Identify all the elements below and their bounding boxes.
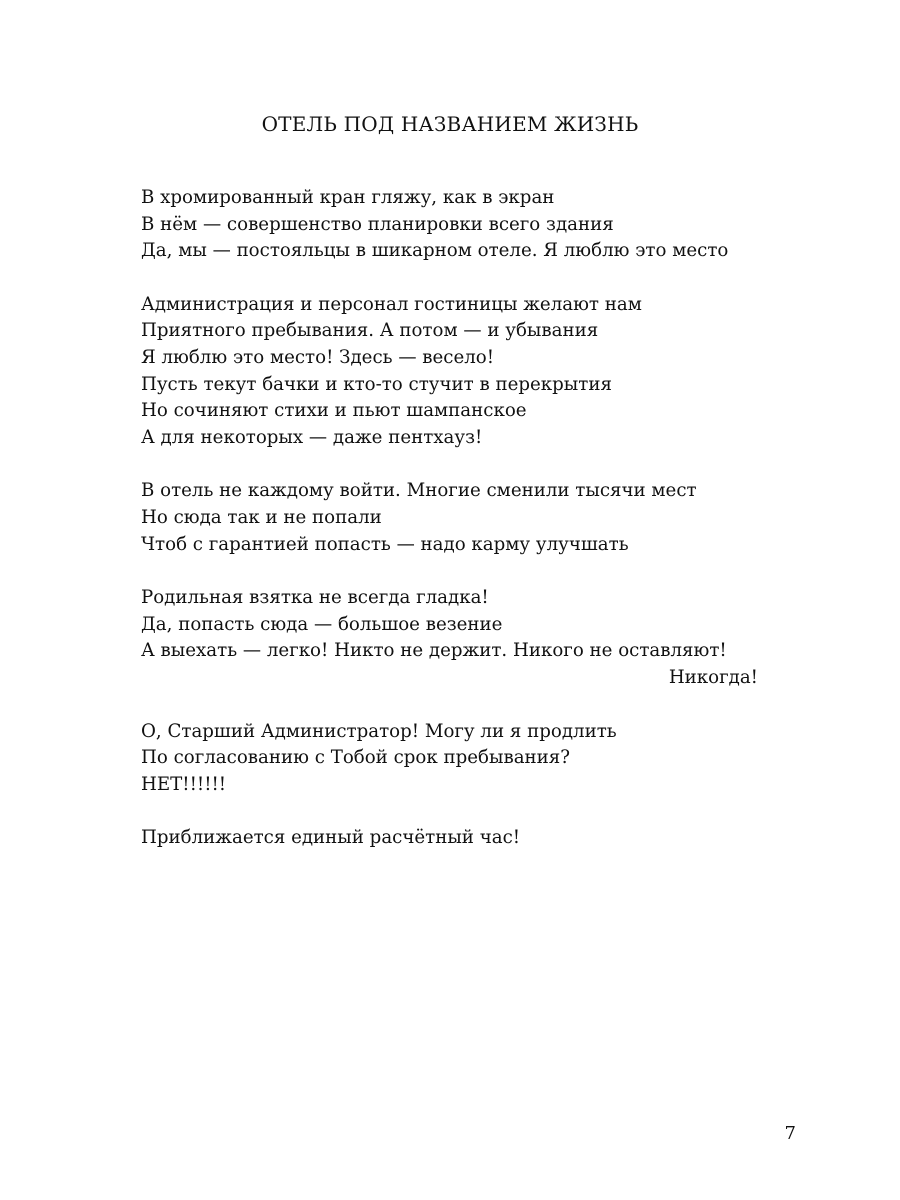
- poem-line: НЕТ!!!!!!: [141, 773, 227, 795]
- poem-line: Администрация и персонал гостиницы желают нам: [141, 293, 642, 315]
- poem-line: Приятного пребывания. А потом — и убывания: [141, 320, 599, 342]
- poem-line: Я люблю это место! Здесь — весело!: [141, 346, 495, 368]
- poem-line: В хромированный кран гляжу, как в экран: [141, 187, 555, 208]
- poem-line: В отель не каждому войти. Многие сменили тысячи мест: [141, 480, 697, 502]
- page-number: 7: [784, 1123, 796, 1144]
- stanza-4: [141, 585, 781, 691]
- poem-line: Чтоб с гарантией попасть — надо карму улучшать: [141, 533, 629, 555]
- poem-line: Родильная взятка не всегда гладка!: [141, 587, 489, 609]
- poem-line: А выехать — легко! Никто не держит. Никого не оставляют!: [141, 640, 727, 662]
- stanza-2: [141, 292, 781, 452]
- poem-line: Пусть текут бачки и кто-то стучит в перекрытия: [141, 373, 612, 395]
- poem-line: В нём — совершенство планировки всего здания: [141, 213, 614, 235]
- stanza-6: [141, 825, 781, 852]
- stanza-3: [141, 478, 781, 558]
- poem-line: Да, попасть сюда — большое везение: [141, 613, 503, 635]
- poem-line: Но сюда так и не попали: [141, 506, 382, 528]
- stanza-5: [141, 719, 781, 799]
- poem-line: О, Старший Администратор! Могу ли я продлить: [141, 720, 617, 742]
- poem-line: Но сочиняют стихи и пьют шампанское: [141, 400, 527, 422]
- poem-title: ОТЕЛЬ ПОД НАЗВАНИЕМ ЖИЗНЬ: [261, 112, 639, 136]
- poem-body: [141, 185, 781, 879]
- poem-line: А для некоторых — даже пентхауз!: [141, 426, 483, 448]
- poem-line: Да, мы — постояльцы в шикарном отеле. Я люблю это место: [141, 240, 729, 262]
- poem-line: Приближается единый расчётный час!: [141, 827, 521, 849]
- poem-line: По согласованию с Тобой срок пребывания?: [141, 747, 571, 769]
- stanza-1: [141, 185, 781, 265]
- poem-line-right-aligned: Никогда!: [668, 666, 758, 688]
